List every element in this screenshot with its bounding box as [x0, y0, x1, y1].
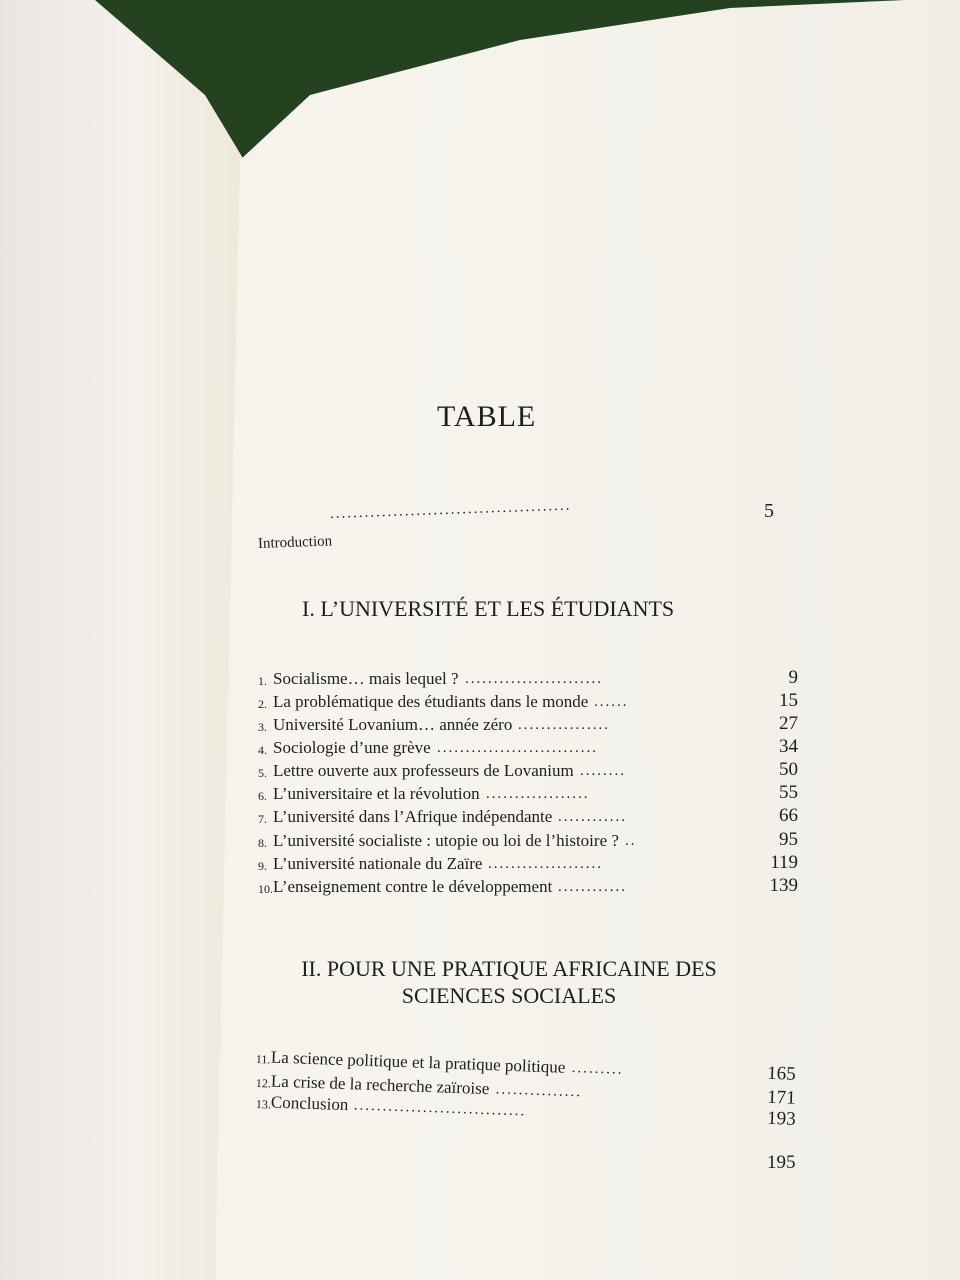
toc-entry-number: 1. — [258, 674, 267, 688]
toc-entry-number: 5. — [258, 766, 267, 780]
toc-entry-leader-dots: .................. — [486, 786, 590, 802]
toc-entry-leader-dots: ............................ — [437, 740, 598, 756]
toc-entry-page-number: 66 — [779, 805, 798, 826]
toc-entry-number: 11. — [255, 1052, 271, 1067]
introduction-label: Introduction — [257, 533, 333, 552]
toc-entry — [258, 667, 798, 689]
toc-entry-leader-dots: .............................. — [353, 1097, 527, 1120]
toc-entry-title: L’université socialiste : utopie ou loi de l’histoire ? — [273, 831, 619, 850]
section-1-heading: I. L’UNIVERSITÉ ET LES ÉTUDIANTS — [302, 596, 675, 621]
toc-entry-page-number: 9 — [788, 667, 798, 688]
toc-entry-page-number: 27 — [779, 713, 798, 734]
toc-entry-number: 12. — [255, 1076, 272, 1091]
toc-entry-leader-dots: ............... — [495, 1081, 583, 1101]
toc-entry-title: La problématique des étudiants dans le monde — [273, 692, 589, 711]
toc-entry-page-number: 171 — [766, 1086, 797, 1109]
toc-entry-title: Lettre ouverte aux professeurs de Lovanium — [273, 761, 574, 780]
toc-entry-title: Université Lovanium… année zéro — [273, 715, 513, 734]
toc-entry-number: 2. — [258, 697, 267, 711]
toc-entry-number: 10. — [258, 882, 273, 896]
toc-entry-number: 9. — [258, 859, 267, 873]
toc-entry-page-number: 165 — [766, 1062, 797, 1085]
toc-entry-page-number: 34 — [779, 736, 798, 757]
toc-entry-leader-dots: ............ — [558, 879, 627, 895]
toc-entry-title: L’universitaire et la révolution — [273, 784, 480, 803]
toc-entry-number: 8. — [258, 836, 267, 850]
toc-entry-page-number: 119 — [770, 852, 798, 873]
toc-entry-leader-dots: ........................ — [465, 671, 603, 687]
toc-entry-leader-dots: ............ — [558, 809, 627, 825]
toc-entry — [258, 759, 798, 781]
toc-entry-title: Sociologie d’une grève — [273, 738, 431, 757]
toc-entry — [258, 782, 798, 804]
toc-entry-page-number: 139 — [769, 875, 798, 896]
toc-entry-page-number: 50 — [779, 759, 798, 780]
toc-entry-title: La science politique et la pratique politique — [270, 1047, 566, 1077]
section-2-heading: II. POUR UNE PRATIQUE AFRICAINE DES SCIENCES SOCIALES — [301, 956, 717, 1008]
toc-entry-leader-dots: .................... — [488, 856, 603, 872]
toc-entry-page-number: 55 — [779, 782, 798, 803]
toc-entry-title: Socialisme… mais lequel ? — [273, 669, 459, 688]
toc-entry — [258, 875, 798, 897]
toc-entry-title: La crise de la recherche zaïroise — [270, 1071, 490, 1099]
toc-entry — [258, 805, 798, 827]
toc-entry-title: L’université nationale du Zaïre — [273, 854, 483, 873]
toc-entry-number: 4. — [258, 743, 267, 757]
toc-entry — [258, 736, 798, 758]
toc-entry-leader-dots: .. — [625, 833, 637, 849]
toc-entry-leader-dots: ................ — [518, 717, 610, 733]
introduction-page-number: 5 — [764, 500, 774, 522]
toc-entry-number: 13. — [255, 1097, 272, 1112]
page-title: TABLE — [437, 400, 537, 433]
introduction-leader-dots: .......................................... — [329, 497, 572, 522]
toc-entry — [258, 690, 798, 712]
toc-entry-title: L’enseignement contre le développement — [273, 877, 553, 896]
toc-entry-title: L’université dans l’Afrique indépendante — [273, 807, 553, 826]
page-folio-number: 195 — [767, 1152, 796, 1173]
toc-entry — [258, 829, 798, 851]
toc-entry-leader-dots: ........ — [580, 763, 626, 779]
toc-entry — [258, 713, 798, 735]
toc-entry-number: 7. — [258, 812, 267, 826]
toc-entry — [258, 852, 798, 874]
toc-entry-page-number: 95 — [779, 829, 798, 850]
toc-entry-page-number: 193 — [766, 1107, 797, 1130]
toc-entry-number: 6. — [258, 789, 267, 803]
toc-entry-leader-dots: ...... — [594, 694, 629, 710]
toc-entry-leader-dots: ......... — [571, 1060, 624, 1078]
toc-entry-page-number: 15 — [779, 690, 798, 711]
toc-entry-title: Conclusion — [270, 1092, 349, 1115]
toc-entry-number: 3. — [258, 720, 267, 734]
